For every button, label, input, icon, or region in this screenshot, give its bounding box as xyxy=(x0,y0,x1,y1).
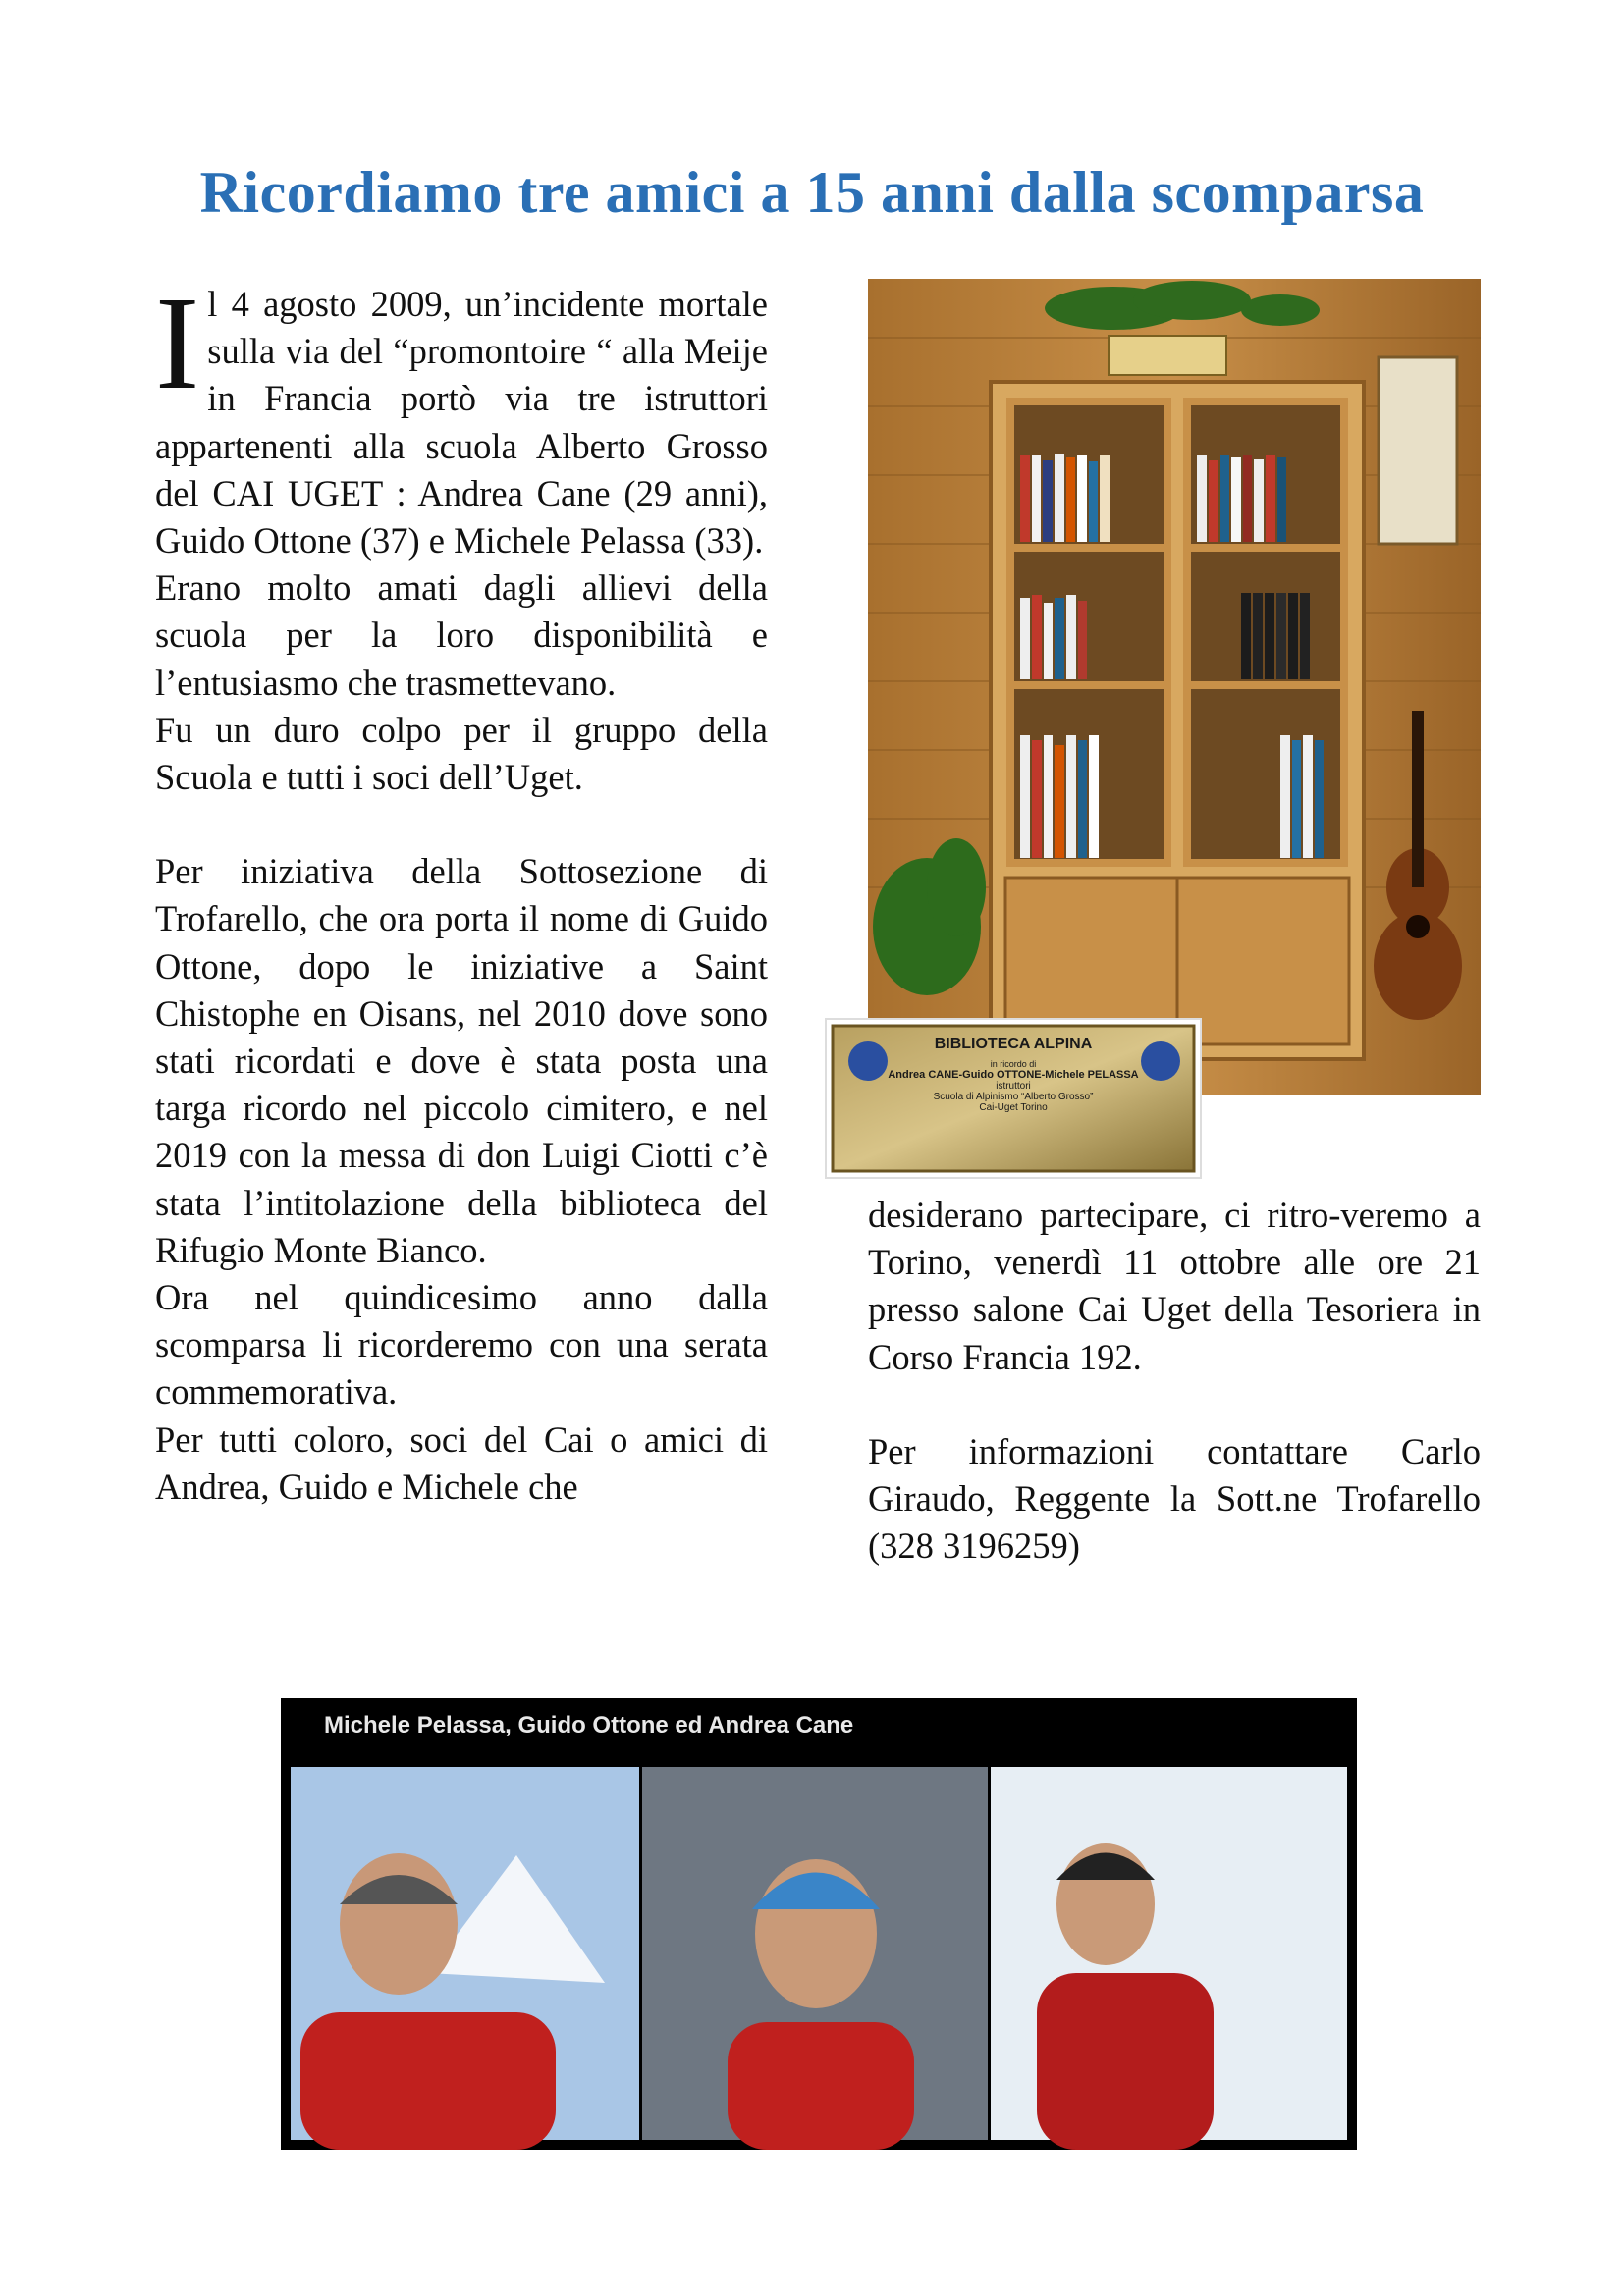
drop-cap: I xyxy=(155,270,200,417)
group-photo-caption: Michele Pelassa, Guido Ottone ed Andrea Cane xyxy=(324,1712,854,1738)
plaque-line-1: in ricordo di xyxy=(990,1059,1037,1069)
paragraph-intro-text: l 4 agosto 2009, un’incidente mortale sulla via del “promontoire “ alla Meije in Francia portò via tre istruttori appartenenti alla scuola Alberto Grosso del CAI UGET : Andrea Cane (29 anni), Guido Ottone (37) e Michele Pelassa (33). xyxy=(155,284,768,561)
plaque-line-4: Scuola di Alpinismo “Alberto Grosso” xyxy=(933,1092,1094,1102)
plaque-line-5: Cai-Uget Torino xyxy=(979,1102,1048,1113)
paragraph-intro xyxy=(155,270,768,564)
article-column-left xyxy=(155,270,768,1511)
plaque-line-2: Andrea CANE-Guido OTTONE-Michele PELASSA xyxy=(888,1069,1139,1081)
paragraph-students: Erano molto amati dagli allievi della scuola per la loro disponibilità e l’entusiasmo che trasmettevano. xyxy=(155,567,768,703)
plaque-photo xyxy=(825,1018,1202,1179)
paragraph-loss: Fu un duro colpo per il gruppo della Scuola e tutti i soci dell’Uget. xyxy=(155,709,768,798)
article-title: Ricordiamo tre amici a 15 anni dalla scomparsa xyxy=(199,160,1425,225)
paragraph-invitation-end: desiderano partecipare, ci ritro-veremo a Torino, venerdì 11 ottobre alle ore 21 presso salone Cai Uget della Tesoriera in Corso Francia 192. xyxy=(868,1195,1481,1377)
article-column-right xyxy=(868,1192,1481,1570)
paragraph-invitation-start: Per tutti coloro, soci del Cai o amici di Andrea, Guido e Michele che xyxy=(155,1418,768,1507)
group-photo xyxy=(281,1698,1357,2150)
plaque-heading: BIBLIOTECA ALPINA xyxy=(934,1036,1093,1052)
paragraph-contact: Per informazioni contattare Carlo Giraudo, Reggente la Sott.ne Trofarello (328 3196259) xyxy=(868,1430,1481,1567)
paragraph-commemoration: Ora nel quindicesimo anno dalla scomparsa li ricorderemo con una serata commemorativa. xyxy=(155,1277,768,1413)
paragraph-initiative: Per iniziativa della Sottosezione di Trofarello, che ora porta il nome di Guido Ottone, dopo le iniziative a Saint Chistophe en Oisans, nel 2010 dove sono stati ricordati e dove è stata posta una targa ricordo nel piccolo cimitero, e nel 2019 con la messa di don Luigi Ciotti c’è stata l’intitolazione della biblioteca del Rifugio Monte Bianco. xyxy=(155,851,768,1270)
plaque-line-3: istruttori xyxy=(996,1081,1031,1092)
bookcase-photo xyxy=(868,279,1481,1095)
